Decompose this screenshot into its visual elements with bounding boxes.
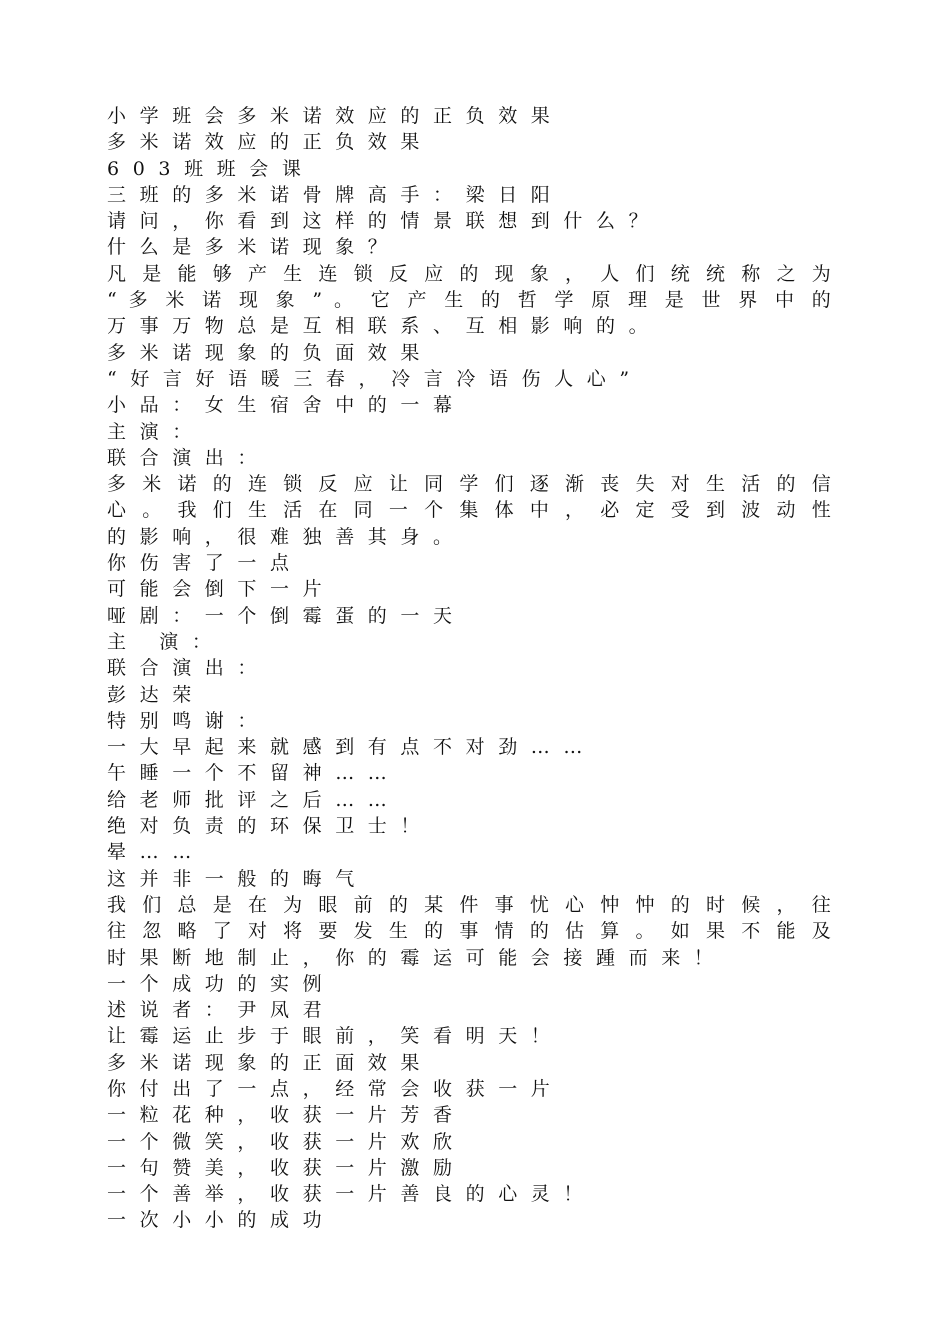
text-line-13: 主演：: [107, 420, 205, 443]
text-line-36: 让霉运止步于眼前，笑看明天！: [107, 1025, 564, 1048]
text-line-34: 一个成功的实例: [107, 972, 336, 995]
text-line-19: 可能会倒下一片: [107, 578, 336, 601]
text-line-14: 联合演出：: [107, 446, 271, 469]
text-line-3: 603班班会课: [107, 157, 315, 180]
text-line-12: 小品：女生宿舍中的一幕: [107, 394, 466, 417]
text-line-16: 心 。 我 们 生 活 在 同 一 个 集 体 中 ， 必 定 受 到 波 动 性: [107, 499, 831, 522]
text-line-8: “ 多 米 诺 现 象 ” 。 它 产 生 的 哲 学 原 理 是 世 界 中 的: [107, 289, 831, 312]
text-line-22: 联合演出：: [107, 657, 271, 680]
text-line-24: 特别鸣谢：: [107, 709, 271, 732]
text-line-10: 多米诺现象的负面效果: [107, 341, 434, 364]
text-line-40: 一个微笑，收获一片欢欣: [107, 1130, 466, 1153]
text-line-39: 一粒花种，收获一片芳香: [107, 1104, 466, 1127]
text-line-35: 述说者：尹凤君: [107, 999, 336, 1022]
text-line-32: 往 忽 略 了 对 将 要 发 生 的 事 情 的 估 算 。 如 果 不 能 及: [107, 920, 831, 943]
text-line-38: 你付出了一点，经常会收获一片: [107, 1077, 564, 1100]
text-line-41: 一句赞美，收获一片激励: [107, 1156, 466, 1179]
text-line-42: 一个善举，收获一片善良的心灵！: [107, 1183, 597, 1206]
text-line-15: 多 米 诺 的 连 锁 反 应 让 同 学 们 逐 渐 丧 失 对 生 活 的 信: [107, 473, 831, 496]
text-line-25: 一大早起来就感到有点不对劲……: [107, 736, 597, 759]
text-line-11: “好言好语暖三春，冷言冷语伤人心”: [107, 367, 643, 390]
text-line-29: 晕……: [107, 841, 205, 864]
text-line-37: 多米诺现象的正面效果: [107, 1051, 434, 1074]
text-line-1: 小学班会多米诺效应的正负效果: [107, 105, 564, 127]
text-line-30: 这并非一般的晦气: [107, 867, 368, 890]
text-line-31: 我 们 总 是 在 为 眼 前 的 某 件 事 忧 心 忡 忡 的 时 候 ， 往: [107, 893, 831, 916]
text-line-28: 绝对负责的环保卫士！: [107, 815, 434, 838]
text-line-26: 午睡一个不留神……: [107, 762, 401, 785]
text-line-23: 彭达荣: [107, 683, 205, 706]
text-line-9: 万事万物总是互相联系、互相影响的。: [107, 315, 662, 338]
text-line-33: 时果断地制止，你的霉运可能会接踵而来！: [107, 946, 727, 969]
text-line-4: 三班的多米诺骨牌高手：梁日阳: [107, 183, 564, 206]
text-line-6: 什么是多米诺现象？: [107, 236, 401, 259]
text-line-2: 多米诺效应的正负效果: [107, 131, 434, 154]
text-line-20: 哑剧：一个倒霉蛋的一天: [107, 604, 466, 627]
text-line-7: 凡 是 能 够 产 生 连 锁 反 应 的 现 象 ， 人 们 统 统 称 之 为: [107, 262, 831, 285]
text-line-5: 请问，你看到这样的情景联想到什么？: [107, 210, 662, 233]
text-line-21: 主 演：: [107, 630, 225, 653]
text-line-18: 你伤害了一点: [107, 552, 303, 575]
text-line-43: 一次小小的成功: [107, 1209, 336, 1232]
text-line-27: 给老师批评之后……: [107, 788, 401, 811]
text-line-17: 的影响，很难独善其身。: [107, 525, 466, 548]
document-page: [107, 103, 831, 1234]
